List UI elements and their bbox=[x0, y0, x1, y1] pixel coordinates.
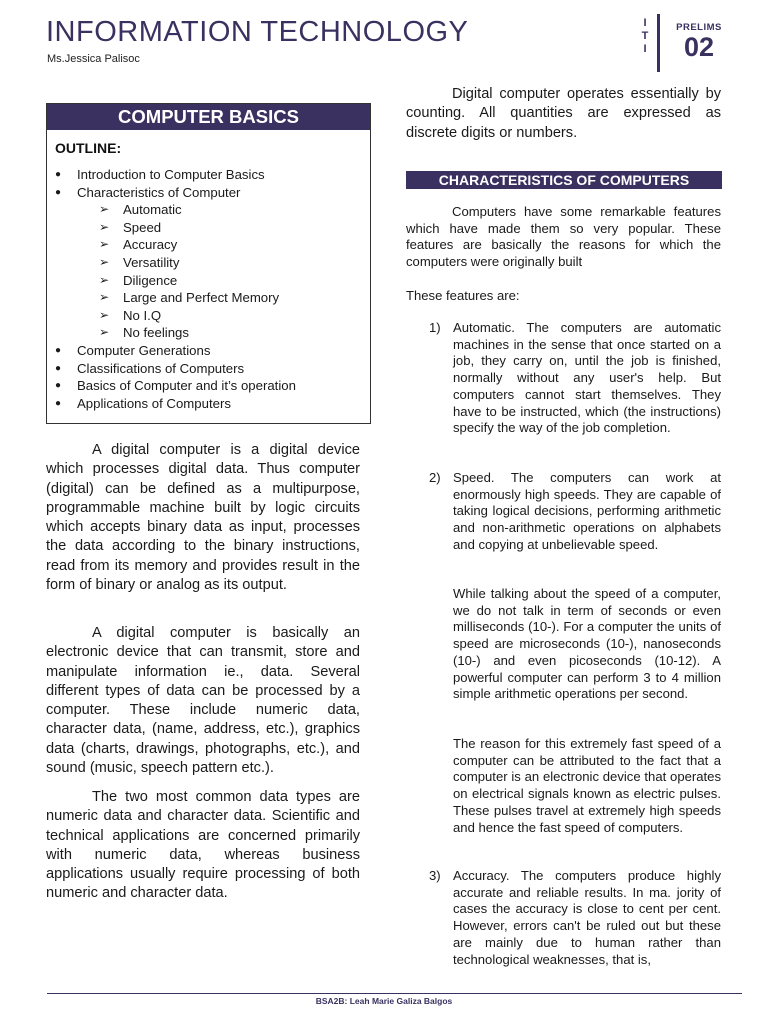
paragraph-text: A digital computer is basically an electronic device that can transmit, store and manipulate information ie., data. Several different types of data can be processed by a computer. These include numeric data, character data, (name, address, etc.), graphics data (charts, drawings, photographs, etc.), and sound (music, speech pattern etc.). bbox=[46, 625, 360, 777]
speed-paragraph: The reason for this extremely fast speed of a computer can be attributed to the fact that a computer is an electronic device that operates on electrical signals known as electric pulses. These pulses travel at extremely high speeds and hence the fast speed of computers. bbox=[453, 736, 721, 835]
section-heading: CHARACTERISTICS OF COMPUTERS bbox=[406, 171, 722, 189]
outline-subitem bbox=[47, 219, 370, 237]
feature-item bbox=[406, 470, 721, 554]
outline-item-text: Diligence bbox=[123, 272, 178, 288]
outline-item-text: Versatility bbox=[123, 254, 180, 270]
outline-item-text: Large and Perfect Memory bbox=[123, 290, 280, 306]
footer-text: BSA2B: Leah Marie Galiza Balgos bbox=[315, 996, 453, 1006]
outline-subitem bbox=[47, 272, 370, 290]
outline-item bbox=[47, 377, 370, 395]
arrow-bullet-icon: ➢ bbox=[99, 237, 110, 252]
outline-item bbox=[47, 395, 370, 413]
outline-item-text: Basics of Computer and it’s operation bbox=[77, 378, 296, 394]
bullet-icon: ● bbox=[55, 380, 62, 392]
paragraph-text: The two most common data types are numeric data and character data. Scientific and technical applications are concerned primarily with numeric data, whereas business applications usually require processing of both numeric and character data. bbox=[46, 789, 360, 902]
paragraph-text: Digital computer operates essentially by counting. All quantities are expressed as discrete digits or numbers. bbox=[406, 86, 721, 141]
outline-item-text: Introduction to Computer Basics bbox=[77, 167, 265, 182]
outline-item-text: Automatic bbox=[123, 202, 182, 218]
prelims-label: PRELIMS bbox=[676, 22, 722, 33]
outline-item-text: Speed bbox=[123, 219, 162, 235]
outline-title: COMPUTER BASICS bbox=[47, 104, 370, 130]
body-paragraph bbox=[46, 441, 360, 595]
outline-item bbox=[47, 184, 370, 202]
body-paragraph bbox=[46, 624, 360, 778]
outline-subitem bbox=[47, 201, 370, 219]
it-vertical-mark bbox=[639, 17, 651, 56]
outline-item bbox=[47, 342, 370, 360]
outline-item-text: No I.Q bbox=[123, 307, 162, 323]
item-text: Automatic. The computers are automatic machines in the sense that once started on a job, they carry on, until the job is finished, normally without any user's help. But computers cannot start themselves. They have to be instructed, which (the instructions) specify the way of the job completion. bbox=[453, 320, 721, 436]
arrow-bullet-icon: ➢ bbox=[99, 202, 110, 217]
item-number: 1) bbox=[429, 320, 441, 335]
header-divider bbox=[657, 14, 660, 72]
outline-label: OUTLINE: bbox=[55, 140, 122, 156]
body-paragraph bbox=[46, 788, 360, 904]
outline-item-text: Accuracy bbox=[123, 237, 178, 253]
item-number: 3) bbox=[429, 868, 441, 883]
item-text: Accuracy. The computers produce highly accurate and reliable results. In ma. jority of cases the accuracy is close to cent per cent. However, errors can't be ruled out but these are mainly due to human rather than technological weaknesses, that is, bbox=[453, 868, 721, 967]
section-intro bbox=[406, 204, 721, 271]
arrow-bullet-icon: ➢ bbox=[99, 219, 110, 234]
page-title: INFORMATION TECHNOLOGY bbox=[46, 16, 469, 48]
features-label: These features are: bbox=[406, 288, 520, 303]
it-mark-letter: I bbox=[643, 43, 647, 55]
it-mark-letter: T bbox=[641, 30, 649, 42]
author-name: Ms.Jessica Palisoc bbox=[47, 53, 140, 65]
arrow-bullet-icon: ➢ bbox=[99, 307, 110, 322]
arrow-bullet-icon: ➢ bbox=[99, 325, 110, 340]
outline-subitem bbox=[47, 236, 370, 254]
body-paragraph bbox=[406, 85, 721, 143]
feature-item bbox=[406, 320, 721, 437]
bullet-icon: ● bbox=[55, 362, 62, 374]
arrow-bullet-icon: ➢ bbox=[99, 290, 110, 305]
outline-subitem bbox=[47, 289, 370, 307]
outline-subitem bbox=[47, 307, 370, 325]
outline-item-text: Applications of Computers bbox=[77, 395, 231, 411]
outline-item-text: No feelings bbox=[123, 325, 189, 341]
outline-item-text: Classifications of Computers bbox=[77, 360, 245, 376]
it-mark-letter: I bbox=[643, 17, 647, 29]
arrow-bullet-icon: ➢ bbox=[99, 272, 110, 287]
arrow-bullet-icon: ➢ bbox=[99, 254, 110, 269]
outline-item bbox=[47, 360, 370, 378]
intro-text: Computers have some remarkable features which have made them so very popular. These features are basically the reasons for which the computers were originally built bbox=[406, 204, 721, 270]
paragraph-text: A digital computer is a digital device which processes digital data. Thus computer (digital) can be defined as a multipurpose, programmable machine built by logic circuits which accepts binary data as input, processes the data according to the binary instructions, read from its memory and provides result in the form of binary or analog as its output. bbox=[46, 442, 360, 594]
outline-subitem bbox=[47, 324, 370, 342]
bullet-icon: ● bbox=[55, 169, 62, 180]
footer-divider bbox=[47, 993, 742, 994]
feature-item bbox=[406, 868, 721, 968]
outline-subitem bbox=[47, 254, 370, 272]
outline-box bbox=[46, 103, 371, 424]
speed-paragraph: While talking about the speed of a computer, we do not talk in term of seconds or even milliseconds (10-). For a computer the units of speed are microseconds (10-), nanoseconds (10-) and even picoseconds (10-12). A powerful computer can perform 3 to 4 million simple arithmetic operations per second. bbox=[453, 586, 721, 702]
item-text: Speed. The computers can work at enormously high speeds. They are capable of taking logical decisions, performing arithmetic and non-arithmetic operations on alphabets and copying at unbelievable speed. bbox=[453, 470, 721, 552]
bullet-icon: ● bbox=[55, 344, 62, 356]
item-number: 2) bbox=[429, 470, 441, 485]
prelims-number: 02 bbox=[683, 32, 715, 62]
outline-item-text: Computer Generations bbox=[77, 342, 211, 358]
outline-item bbox=[47, 166, 370, 184]
outline-list bbox=[47, 166, 370, 412]
bullet-icon: ● bbox=[55, 186, 62, 198]
outline-item-text: Characteristics of Computer bbox=[77, 184, 241, 200]
bullet-icon: ● bbox=[55, 397, 62, 409]
